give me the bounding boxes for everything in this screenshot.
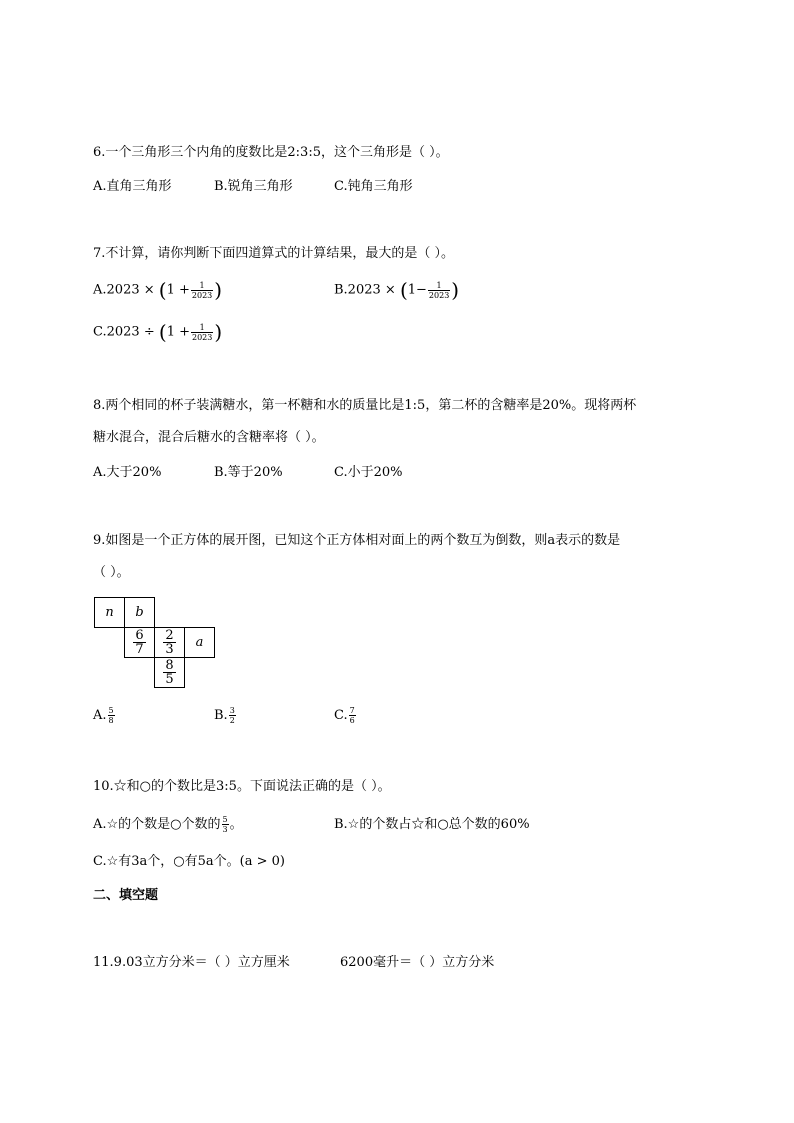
q9-stem-line2: （ ）。 [93,565,130,580]
q7-a-prefix: A.2023 × [93,282,155,298]
q9-stem-line1: 9.如图是一个正方体的展开图，已知这个正方体相对面上的两个数互为倒数，则a表示的数是 [93,533,621,548]
fraction: $\frac{1}{2023}$ [191,280,213,300]
q7-b-prefix: B.2023 × [334,282,396,298]
q7-c-inner: 1 + [166,324,190,340]
fraction: $\frac{5}{3}$ [222,815,228,834]
fraction: $\frac{1}{2023}$ [191,322,213,342]
fraction: $\frac{7}{6}$ [349,706,355,725]
q7-option-a [93,280,222,301]
left-paren: ( [158,320,167,344]
fraction: $\frac{1}{2023}$ [428,280,450,300]
q8-stem-line2: 糖水混合，混合后糖水的含糖率将（ ）。 [93,430,325,445]
section-heading: 二、填空题 [93,888,159,903]
net-cell-a: a [184,627,215,658]
q7-stem: 7.不计算，请你判断下面四道算式的计算结果，最大的是（ ）。 [93,246,455,261]
right-paren: ) [451,278,460,302]
q7-b-inner: 1− [407,282,427,298]
q9-option-a: A. $\frac{5}{8}$ [93,706,114,725]
net-cell-eight-fifths: $\frac{8}{5}$ [154,657,185,688]
q7-option-b [334,280,459,301]
q8-option-a: A.大于20% [93,465,162,480]
q10-option-c: C.☆有3a个，○有5a个。(a > 0) [93,854,285,869]
left-paren: ( [399,278,408,302]
q6-stem: 6.一个三角形三个内角的度数比是2:3:5，这个三角形是（ ）。 [93,145,449,160]
q7-a-inner: 1 + [166,282,190,298]
q11-part1: 11.9.03立方分米＝（ ）立方厘米 [93,955,290,970]
cube-net-diagram [94,597,216,689]
q6-option-a: A.直角三角形 [93,179,172,194]
q9-option-c: C. $\frac{7}{6}$ [334,706,355,725]
fraction: $\frac{5}{8}$ [108,706,114,725]
q10-option-a: A.☆的个数是○个数的 $\frac{5}{3}$ 。 [93,815,243,834]
net-cell-n: n [94,597,125,628]
right-paren: ) [214,320,223,344]
q7-c-prefix: C.2023 ÷ [93,324,155,340]
q6-option-b: B.锐角三角形 [214,179,293,194]
fraction: $\frac{3}{2}$ [229,706,235,725]
net-cell-two-thirds: $\frac{2}{3}$ [154,627,185,658]
left-paren: ( [158,278,167,302]
q10-option-b: B.☆的个数占☆和○总个数的60% [334,817,530,832]
q8-stem-line1: 8.两个相同的杯子装满糖水，第一杯糖和水的质量比是1:5，第二杯的含糖率是20%。现将两杯 [93,398,637,413]
net-cell-b: b [124,597,155,628]
q9-option-b: B. $\frac{3}{2}$ [214,706,235,725]
q6-option-c: C.钝角三角形 [334,179,413,194]
q7-option-c [93,322,222,343]
net-cell-six-sevenths: $\frac{6}{7}$ [124,627,155,658]
q11-part2: 6200毫升＝（ ）立方分米 [340,955,495,970]
q8-option-b: B.等于20% [214,465,283,480]
q8-option-c: C.小于20% [334,465,403,480]
right-paren: ) [214,278,223,302]
q10-stem: 10.☆和○的个数比是3:5。下面说法正确的是（ ）。 [93,779,391,794]
